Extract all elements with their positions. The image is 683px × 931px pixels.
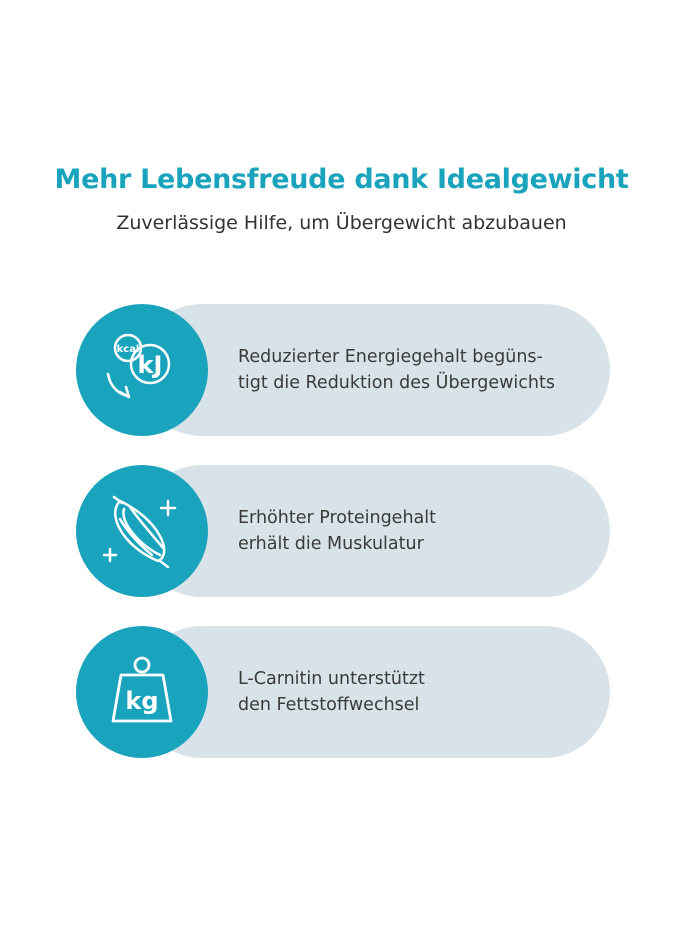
kcal-kj-icon: [96, 324, 188, 416]
feature-protein: [76, 465, 610, 597]
feature-text-line: den Fettstoffwechsel: [238, 695, 420, 715]
feature-text: [238, 465, 598, 597]
feature-icon-circle: [76, 465, 208, 597]
page-title: Mehr Lebensfreude dank Idealgewicht: [54, 164, 629, 195]
feature-carnitine: [76, 626, 610, 758]
feature-text-line: L-Carnitin unterstützt: [238, 669, 425, 689]
muscle-plus-icon: [94, 483, 190, 579]
kg-label: kg: [125, 687, 159, 715]
feature-text-line: tigt die Reduktion des Übergewichts: [238, 373, 555, 393]
feature-icon-circle: [76, 626, 208, 758]
kcal-label: kcal: [116, 344, 140, 355]
feature-icon-circle: [76, 304, 208, 436]
kj-label: kJ: [137, 351, 163, 379]
kg-weight-icon: [97, 647, 187, 737]
feature-text-line: erhält die Muskulatur: [238, 534, 424, 554]
feature-text: [238, 304, 598, 436]
feature-text-line: Erhöhter Proteingehalt: [238, 508, 436, 528]
page-subtitle: Zuverlässige Hilfe, um Übergewicht abzubauen: [116, 212, 567, 234]
feature-text: [238, 626, 598, 758]
feature-energy: [76, 304, 610, 436]
feature-text-line: Reduzierter Energiegehalt begüns-: [238, 347, 543, 367]
